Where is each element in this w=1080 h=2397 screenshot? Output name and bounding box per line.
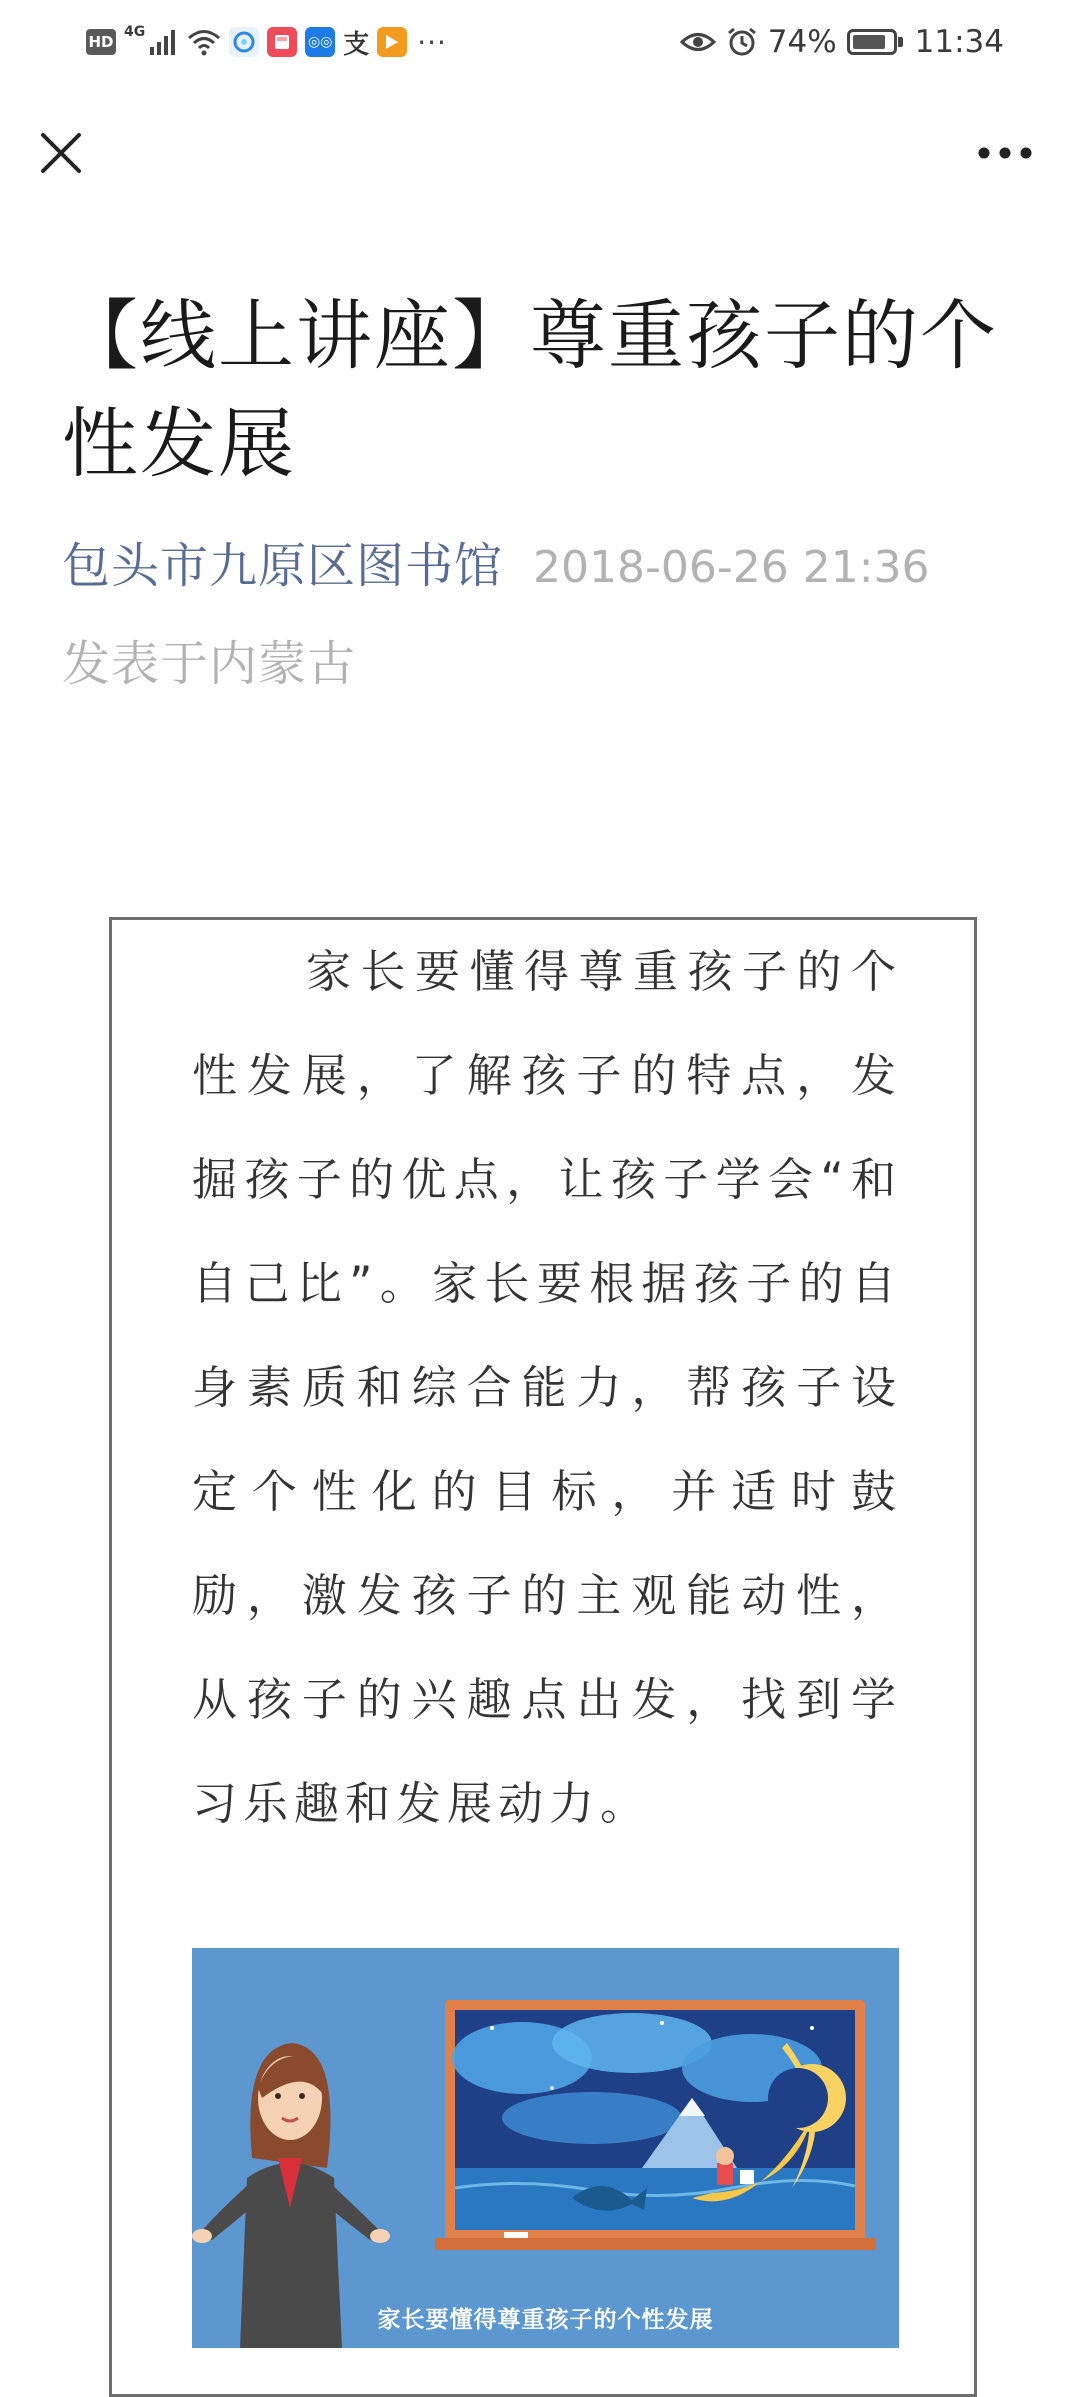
hd-badge: HD bbox=[86, 29, 116, 55]
browser-app-icon bbox=[229, 27, 259, 57]
more-options-button[interactable] bbox=[970, 122, 1040, 184]
network-type: 4G bbox=[124, 24, 146, 40]
author-link[interactable]: 包头市九原区图书馆 bbox=[62, 538, 504, 594]
battery-percent: 74% bbox=[767, 24, 837, 60]
illustration-caption: 家长要懂得尊重孩子的个性发展 bbox=[377, 2307, 714, 2333]
close-button[interactable] bbox=[30, 122, 92, 184]
alipay-icon: 支 bbox=[343, 29, 370, 60]
nav-bar bbox=[0, 92, 1080, 222]
illustration-artwork bbox=[192, 1948, 899, 2348]
status-bar bbox=[0, 0, 1080, 82]
wifi-icon bbox=[187, 27, 221, 57]
status-bar-right bbox=[680, 22, 1004, 62]
social-app-icon: ◎◎ bbox=[305, 27, 335, 57]
notes-app-icon bbox=[267, 27, 297, 57]
article-illustration[interactable] bbox=[192, 1948, 899, 2348]
video-app-icon bbox=[377, 27, 407, 57]
signal-icon bbox=[149, 27, 179, 57]
clock: 11:34 bbox=[914, 24, 1004, 60]
article-content-frame bbox=[109, 917, 977, 2397]
alarm-icon bbox=[726, 26, 758, 58]
eye-comfort-icon bbox=[680, 28, 716, 56]
battery-icon bbox=[847, 29, 897, 55]
close-icon bbox=[39, 131, 83, 175]
more-notifications: ··· bbox=[417, 25, 447, 59]
article-title: 【线上讲座】尊重孩子的个性发展 bbox=[62, 291, 998, 488]
more-dots-icon bbox=[977, 146, 1033, 160]
publish-location: 发表于内蒙古 bbox=[62, 636, 357, 692]
status-bar-left bbox=[86, 22, 447, 62]
publish-date: 2018-06-26 21:36 bbox=[533, 542, 930, 593]
article-meta bbox=[62, 536, 1042, 596]
article-body-paragraph: 家长要懂得尊重孩子的个性发展，了解孩子的特点，发掘孩子的优点，让孩子学会“和自己比”。家长要根据孩子的自身素质和综合能力，帮孩子设定个性化的目标，并适时鼓励，激发孩子的主观能动性，从孩子的兴趣点出发，找到学习乐趣和发展动力。 bbox=[192, 945, 902, 1830]
